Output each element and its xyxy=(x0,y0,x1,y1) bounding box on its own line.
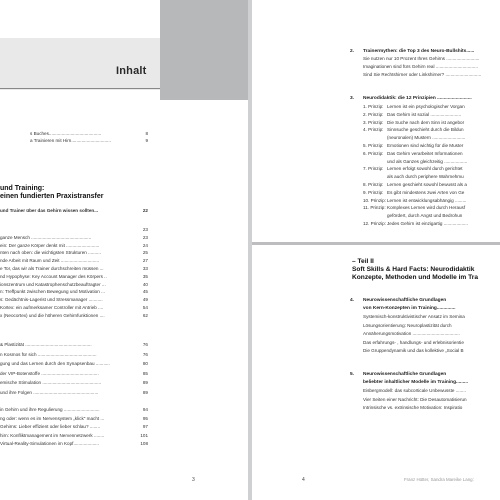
toc-row xyxy=(363,398,500,404)
part-2-heading-line1: Soft Skills & Hard Facts: Neurodidaktik xyxy=(352,266,475,273)
toc-entry-text: Kortex: ein aufmerksamer Controller mit Antrieb .... xyxy=(0,305,104,310)
toc-entry-text: ng oder: wenn es im Nervensystem „klick" macht ... xyxy=(0,415,105,421)
toc-row xyxy=(0,251,148,257)
section-4-heading-line1: Neurowissenschaftliche Grundlagen xyxy=(363,298,447,303)
principle-row xyxy=(363,152,500,158)
principle-row xyxy=(363,214,500,220)
principle-label: 2. Prinzip: xyxy=(363,111,384,117)
principle-label: 7. Prinzip: xyxy=(363,166,384,172)
toc-row xyxy=(0,425,148,431)
toc-row xyxy=(0,434,148,440)
toc-entry-text: a Trainieren mit Hirn............................... xyxy=(30,138,111,143)
toc-entry-text: ganze Mensch ............................................... xyxy=(0,234,92,240)
toc-entry-text: s: Gedächtnis-Lagerist und Stressmanager ........... xyxy=(0,297,103,303)
principle-text: als auch durch periphere Wahrnehmu xyxy=(387,174,464,180)
principle-text: Die Suche nach dem Sinn ist angebor xyxy=(387,119,465,125)
principle-row xyxy=(363,222,500,228)
toc-entry-text: x (Neocortex) und die höheren Gehirnfunktionen .... xyxy=(0,312,105,318)
principle-row xyxy=(363,160,500,166)
toc-entry-text: nd Hypophyse: Key Account Manager des Körpers .. xyxy=(0,273,107,279)
toc-entry-text: Annäherungsmotivation ..................................... xyxy=(363,331,460,337)
footer-author: Franz Hütter, Sandra Mareike Lang: xyxy=(404,477,474,482)
toc-row xyxy=(0,306,148,312)
section-5-heading-line2: beliebter inhaltlicher Modelle im Training......... xyxy=(363,380,469,385)
toc-entry-page: 62 xyxy=(142,312,148,318)
toc-entry-text: ein: Der ganze Körper denkt mit .......................... xyxy=(0,242,100,248)
toc-row xyxy=(0,236,148,242)
part-2-heading-line2: Konzepte, Methoden und Modelle im Tra xyxy=(352,274,479,281)
toc-entry-text: Virtual-Reality-Simulationen im Kopf.................... xyxy=(0,441,99,447)
principle-row xyxy=(363,136,500,142)
toc-row xyxy=(363,65,500,71)
toc-row xyxy=(0,381,148,387)
toc-entry-text: Vier Seiten einer Nachricht: Die Desautomatisierun xyxy=(363,396,467,402)
toc-entry-text: Die Gruppendynamik und das kollektive „Social B xyxy=(363,348,464,354)
toc-row xyxy=(363,341,500,347)
principle-text: Es gibt mindestens zwei Arten von Ge xyxy=(387,189,465,195)
title-rule xyxy=(0,88,160,89)
page-number-right: 4 xyxy=(302,477,305,483)
toc-entry-text: Systemisch-konstruktivistischer Ansatz im Semina xyxy=(363,314,465,319)
toc-entry-page: 27 xyxy=(142,258,148,264)
toc-row xyxy=(363,406,500,412)
toc-entry-page: 95 xyxy=(142,415,148,421)
principle-row xyxy=(363,105,500,111)
principle-row xyxy=(363,121,500,127)
toc-chapter-row xyxy=(0,209,148,215)
toc-entry-text: und ihre Folgen ................................................... xyxy=(0,390,99,395)
toc-row xyxy=(0,408,148,414)
principle-label: 5. Prinzip: xyxy=(363,143,384,148)
toc-entry-text: nde Arbeit mit Raum und Zeit .............................. xyxy=(0,258,100,264)
principle-text: (neuronalen) Mustern .......................... xyxy=(387,135,466,141)
section-2-heading: Trainermythen: die Top 3 des Neuro-Bullshits...... xyxy=(363,49,475,54)
page-number-left: 3 xyxy=(192,477,195,483)
toc-entry-page: 33 xyxy=(142,266,148,271)
toc-row xyxy=(0,362,148,368)
principle-label: 10. Prinzip: xyxy=(363,197,386,203)
toc-row xyxy=(363,389,500,395)
principle-label: 11. Prinzip: xyxy=(363,205,386,211)
section-2-number: 2. xyxy=(350,49,355,54)
toc-entry-text: Imaginationen sind fürs Gehirn real ................................. xyxy=(363,64,478,69)
toc-row xyxy=(0,283,148,289)
principle-label: 1. Prinzip: xyxy=(363,104,384,109)
toc-row xyxy=(363,73,500,79)
principle-row xyxy=(363,128,500,134)
toc-entry-text: s Buches......................................... xyxy=(30,131,102,136)
principle-text: Sinnsuche geschieht durch die Bildun xyxy=(387,127,464,133)
right-page xyxy=(252,0,500,500)
part-heading-line2: einen fundierten Praxistransfer xyxy=(0,193,104,200)
toc-row xyxy=(0,372,148,378)
part-divider-bar xyxy=(252,242,500,245)
toc-entry-text: Sie nutzen nur 10 Prozent Ihres Gehirns .......................... xyxy=(363,56,480,61)
toc-row xyxy=(0,298,148,304)
principle-row xyxy=(363,199,500,205)
toc-entry-page: 35 xyxy=(142,273,148,279)
section-4-heading-line2: von Kern-Konzepten im Training.............. xyxy=(363,306,456,311)
principle-text: Emotionen sind wichtig für die Muster xyxy=(387,143,464,148)
principle-text: Das Gehirn verarbeitet Informationen xyxy=(387,150,463,156)
toc-entry-page: 45 xyxy=(142,289,148,295)
toc-row xyxy=(363,315,500,321)
toc-row xyxy=(30,139,148,145)
toc-entry-text: der VIP-Botenstoffe ............................................. xyxy=(0,370,99,376)
toc-entry-page: 8 xyxy=(145,131,148,136)
principle-row xyxy=(363,167,500,173)
principle-text: Lernen ist ein psychologischer Vorgan xyxy=(387,104,465,109)
toc-entry-text: Lösungsorientierung: Neuroplastizität durch xyxy=(363,322,452,328)
principle-row xyxy=(363,183,500,189)
decorative-gray-block xyxy=(160,0,248,100)
principle-label: 8. Prinzip: xyxy=(363,182,384,187)
principle-text: Komplexes Lernen wird durch Herausf xyxy=(387,205,466,211)
toc-entry-text: n: Treffpunkt zwischen Bewegung und Motivation ... xyxy=(0,289,105,295)
principle-row xyxy=(363,175,500,181)
toc-entry-page: 89 xyxy=(142,380,148,386)
principle-text: gefördert, durch Angst und Bedrohun xyxy=(387,213,463,219)
principle-text: und als Ganzes gleichzeitig .................. xyxy=(387,158,468,164)
toc-row xyxy=(0,391,148,397)
part-2-label: – Teil II xyxy=(352,258,374,265)
principle-row xyxy=(363,144,500,150)
toc-entry-page: 97 xyxy=(142,424,148,430)
toc-entry-page: 85 xyxy=(142,370,148,376)
principle-label: 3. Prinzip: xyxy=(363,119,384,125)
toc-entry-page: 23 xyxy=(142,234,148,240)
toc-entry-page: 9 xyxy=(145,138,148,143)
principle-text: Lernen erfolgt sowohl durch gerichtet xyxy=(387,166,463,172)
toc-row xyxy=(0,267,148,273)
toc-row xyxy=(363,57,500,63)
section-5-heading-line1: Neurowissenschaftliche Grundlagen xyxy=(363,372,447,377)
toc-entry-page: 23 xyxy=(142,227,148,232)
toc-row xyxy=(0,259,148,265)
toc-entry-text: ionszentrum und Katastrophenschutzbeauftragter ... xyxy=(0,281,106,287)
toc-entry-text: in Gehirn und ihre Regulierung ............................ xyxy=(0,407,100,412)
toc-row xyxy=(0,244,148,250)
toc-entry-page: 108 xyxy=(140,441,148,447)
principle-row xyxy=(363,206,500,212)
toc-entry-page: 40 xyxy=(142,281,148,287)
toc-entry-page: 89 xyxy=(142,390,148,395)
toc-entry-text: Sind Sie Rechtshirner oder Linkshirner? ............................ xyxy=(363,72,482,77)
toc-row xyxy=(0,275,148,281)
principle-text: Das Gehirn ist sozial ........................ xyxy=(387,111,462,117)
principle-text: Lernen geschieht sowohl bewusst als a xyxy=(387,182,467,187)
toc-row xyxy=(0,442,148,448)
toc-entry-text: emische Stimulation .............................................. xyxy=(0,380,102,386)
toc-entry-page: 22 xyxy=(142,208,148,213)
part-heading-line1: und Training: xyxy=(0,185,45,192)
principle-label: 4. Prinzip: xyxy=(363,127,384,133)
toc-entry-page: 49 xyxy=(142,297,148,303)
toc-entry-page: 80 xyxy=(142,361,148,367)
left-page xyxy=(0,0,248,500)
toc-entry-text: Eisbergmodell: das subcorticale Unbewusste ........ xyxy=(363,388,466,393)
toc-entry-page: 76 xyxy=(142,351,148,357)
toc-entry-text: n Kosmos für sich .............................................. xyxy=(0,351,97,357)
toc-row xyxy=(363,349,500,355)
toc-entry-text: nten nach oben: die wichtigsten Strukturen .......... xyxy=(0,250,101,256)
section-4-number: 4. xyxy=(350,298,355,303)
toc-entry-page: 94 xyxy=(142,407,148,412)
toc-entry-text: und Trainer über das Gehirn wissen sollten... xyxy=(0,208,99,213)
toc-row xyxy=(363,324,500,330)
toc-row xyxy=(0,290,148,296)
toc-entry-page: 76 xyxy=(142,342,148,347)
principle-label: 9. Prinzip: xyxy=(363,189,384,195)
principle-text: Lernen ist entwicklungsabhängig ......... xyxy=(387,197,467,203)
section-5-number: 5. xyxy=(350,372,355,377)
toc-entry-text: Intrinsische vs. extrinsische Motivation: Inspiratio xyxy=(363,405,463,411)
page-title: Inhalt xyxy=(116,65,147,77)
section-3-heading: Neurodidaktik: die 12 Prinzipien .......................... xyxy=(363,96,472,101)
toc-entry-text: hirn: Konfliktmanagement im Nervennetzwerk ........ xyxy=(0,432,105,438)
toc-entry-text: & Plastizität .................................................... xyxy=(0,342,92,347)
principle-row xyxy=(363,191,500,197)
toc-entry-text: Das erfahrungs- , handlungs- und erlebnisorientie xyxy=(363,339,464,345)
toc-row xyxy=(0,417,148,423)
toc-entry-text: gung und das Lernen durch den Synapsenbau ........... xyxy=(0,361,110,367)
toc-entry-text: Gehirns: Lieber effizient oder lieber schlau? ........ xyxy=(0,424,101,430)
principle-label: 12. Prinzip: xyxy=(363,221,386,226)
toc-row xyxy=(0,314,148,320)
toc-row xyxy=(363,332,500,338)
toc-row xyxy=(0,343,148,349)
principle-label: 6. Prinzip: xyxy=(363,150,384,156)
toc-entry-page: 24 xyxy=(142,242,148,248)
toc-entry-page: 25 xyxy=(142,250,148,256)
toc-entry-page: 54 xyxy=(142,305,148,310)
toc-row xyxy=(0,228,148,234)
principle-row xyxy=(363,113,500,119)
principle-text: Jedes Gehirn ist einzigartig ................... xyxy=(387,221,468,226)
toc-row xyxy=(0,353,148,359)
section-3-number: 3. xyxy=(350,96,355,101)
toc-entry-page: 101 xyxy=(140,432,148,438)
toc-entry-text: e Tor, das wir als Trainer durchschreiten müssen ... xyxy=(0,266,104,271)
